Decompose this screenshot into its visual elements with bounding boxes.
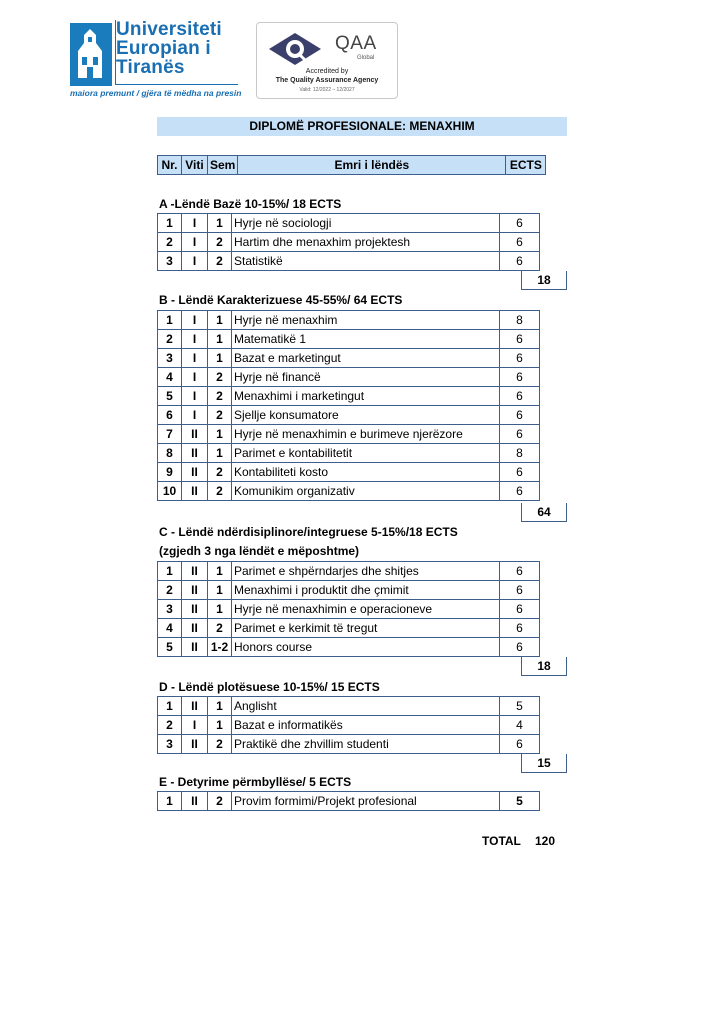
row-ects: 6: [500, 600, 540, 619]
section-d-heading: D - Lëndë plotësuese 10-15%/ 15 ECTS: [159, 680, 380, 694]
row-ects: 6: [500, 214, 540, 233]
row-viti: I: [182, 214, 208, 233]
qaa-agency: The Quality Assurance Agency: [275, 77, 379, 84]
row-sem: 1: [208, 330, 232, 349]
row-sem: 2: [208, 482, 232, 501]
row-sem: 2: [208, 233, 232, 252]
table-row: [158, 697, 540, 716]
section-c-note: (zgjedh 3 nga lëndët e mëposhtme): [159, 544, 360, 558]
qaa-name: QAA: [335, 33, 377, 54]
row-viti: II: [182, 735, 208, 754]
row-course: Sjellje konsumatore: [232, 406, 500, 425]
section-a-table: [157, 213, 540, 271]
row-nr: 8: [158, 444, 182, 463]
university-name-line2: Europian i: [116, 38, 211, 59]
row-nr: 2: [158, 233, 182, 252]
row-ects: 5: [500, 697, 540, 716]
table-row: [158, 716, 540, 735]
row-viti: II: [182, 425, 208, 444]
row-nr: 9: [158, 463, 182, 482]
col-name: Emri i lëndës: [238, 156, 506, 175]
row-ects: 6: [500, 368, 540, 387]
row-viti: II: [182, 482, 208, 501]
row-course: Hyrje në menaxhimin e operacioneve: [232, 600, 500, 619]
row-ects: 6: [500, 233, 540, 252]
table-row: [158, 444, 540, 463]
row-nr: 1: [158, 697, 182, 716]
row-course: Matematikë 1: [232, 330, 500, 349]
row-ects: 6: [500, 406, 540, 425]
row-ects: 4: [500, 716, 540, 735]
university-name-line1: Universiteti: [116, 19, 222, 40]
row-ects: 8: [500, 311, 540, 330]
row-viti: I: [182, 311, 208, 330]
table-row: [158, 735, 540, 754]
row-viti: II: [182, 600, 208, 619]
row-course: Parimet e kerkimit të tregut: [232, 619, 500, 638]
university-emblem: [70, 23, 112, 86]
row-ects: 6: [500, 482, 540, 501]
row-nr: 1: [158, 311, 182, 330]
row-sem: 1: [208, 697, 232, 716]
row-ects: 6: [500, 581, 540, 600]
qaa-logo-icon: [265, 29, 325, 69]
row-sem: 1: [208, 214, 232, 233]
row-viti: II: [182, 792, 208, 811]
row-course: Hyrje në financë: [232, 368, 500, 387]
row-nr: 7: [158, 425, 182, 444]
row-course: Statistikë: [232, 252, 500, 271]
row-sem: 1: [208, 600, 232, 619]
col-viti: Viti: [182, 156, 208, 175]
section-b-heading: B - Lëndë Karakterizuese 45-55%/ 64 ECTS: [159, 293, 403, 307]
row-viti: II: [182, 697, 208, 716]
row-nr: 2: [158, 716, 182, 735]
university-logo: [70, 20, 242, 100]
row-nr: 2: [158, 330, 182, 349]
col-sem: Sem: [208, 156, 238, 175]
column-header-row: [158, 156, 546, 175]
col-ects: ECTS: [506, 156, 546, 175]
row-course: Kontabiliteti kosto: [232, 463, 500, 482]
row-sem: 2: [208, 463, 232, 482]
row-ects: 6: [500, 562, 540, 581]
table-row: [158, 330, 540, 349]
table-row: [158, 406, 540, 425]
row-sem: 1: [208, 562, 232, 581]
row-viti: II: [182, 638, 208, 657]
table-row: [158, 638, 540, 657]
row-ects: 6: [500, 638, 540, 657]
table-row: [158, 349, 540, 368]
table-row: [158, 214, 540, 233]
table-row: [158, 562, 540, 581]
row-nr: 5: [158, 387, 182, 406]
row-course: Hyrje në menaxhim: [232, 311, 500, 330]
row-course: Menaxhimi i marketingut: [232, 387, 500, 406]
row-nr: 1: [158, 562, 182, 581]
row-ects: 5: [500, 792, 540, 811]
row-nr: 3: [158, 349, 182, 368]
section-e-heading: E - Detyrime përmbyllëse/ 5 ECTS: [159, 775, 352, 789]
row-ects: 6: [500, 735, 540, 754]
row-ects: 6: [500, 387, 540, 406]
row-course: Praktikë dhe zhvillim studenti: [232, 735, 500, 754]
table-row: [158, 368, 540, 387]
table-row: [158, 619, 540, 638]
section-e-table: [157, 791, 540, 811]
table-row: [158, 425, 540, 444]
row-course: Parimet e shpërndarjes dhe shitjes: [232, 562, 500, 581]
row-sem: 2: [208, 368, 232, 387]
university-name-line3: Tiranës: [116, 57, 185, 78]
qaa-valid: Valid: 12/2022 – 12/2027: [299, 87, 355, 93]
row-nr: 4: [158, 619, 182, 638]
section-c-subtotal: 18: [521, 657, 567, 676]
col-nr: Nr.: [158, 156, 182, 175]
row-course: Honors course: [232, 638, 500, 657]
row-nr: 6: [158, 406, 182, 425]
row-sem: 1-2: [208, 638, 232, 657]
row-viti: I: [182, 406, 208, 425]
table-row: [158, 387, 540, 406]
table-row: [158, 581, 540, 600]
row-viti: I: [182, 252, 208, 271]
row-course: Hyrje në menaxhimin e burimeve njerëzore: [232, 425, 500, 444]
row-sem: 1: [208, 444, 232, 463]
section-b-subtotal: 64: [521, 503, 567, 522]
row-sem: 2: [208, 735, 232, 754]
table-row: [158, 600, 540, 619]
row-viti: I: [182, 716, 208, 735]
row-viti: I: [182, 349, 208, 368]
university-name: [116, 20, 222, 77]
row-sem: 1: [208, 581, 232, 600]
row-ects: 6: [500, 619, 540, 638]
row-nr: 2: [158, 581, 182, 600]
row-ects: 8: [500, 444, 540, 463]
qaa-global: Global: [357, 55, 375, 61]
row-course: Bazat e marketingut: [232, 349, 500, 368]
row-ects: 6: [500, 425, 540, 444]
row-viti: II: [182, 463, 208, 482]
row-sem: 2: [208, 252, 232, 271]
row-course: Parimet e kontabilitetit: [232, 444, 500, 463]
section-b-table: [157, 310, 540, 501]
row-nr: 3: [158, 735, 182, 754]
row-nr: 1: [158, 214, 182, 233]
accredited-by: Accredited by: [305, 68, 349, 75]
total-label: TOTAL: [482, 834, 521, 848]
row-viti: II: [182, 619, 208, 638]
row-viti: I: [182, 330, 208, 349]
row-nr: 10: [158, 482, 182, 501]
table-row: [158, 463, 540, 482]
row-viti: II: [182, 562, 208, 581]
total-value: 120: [535, 834, 556, 848]
table-row: [158, 311, 540, 330]
table-row: [158, 252, 540, 271]
row-course: Menaxhimi i produktit dhe çmimit: [232, 581, 500, 600]
row-viti: I: [182, 387, 208, 406]
university-slogan: maiora premunt / gjëra të mëdha na presin: [70, 88, 242, 98]
row-nr: 5: [158, 638, 182, 657]
row-viti: II: [182, 581, 208, 600]
row-ects: 6: [500, 463, 540, 482]
qaa-accreditation-badge: [256, 22, 398, 99]
row-sem: 1: [208, 425, 232, 444]
row-sem: 2: [208, 792, 232, 811]
row-sem: 2: [208, 387, 232, 406]
section-c-table: [157, 561, 540, 657]
row-ects: 6: [500, 252, 540, 271]
table-row: [158, 233, 540, 252]
table-row: [158, 482, 540, 501]
row-course: Bazat e informatikës: [232, 716, 500, 735]
row-nr: 3: [158, 600, 182, 619]
row-ects: 6: [500, 330, 540, 349]
row-sem: 2: [208, 406, 232, 425]
column-header-table: [157, 155, 546, 175]
row-course: Komunikim organizativ: [232, 482, 500, 501]
section-d-subtotal: 15: [521, 754, 567, 773]
section-d-table: [157, 696, 540, 754]
section-c-heading: C - Lëndë ndërdisiplinore/integruese 5-15%/18 ECTS: [159, 525, 458, 539]
row-sem: 2: [208, 619, 232, 638]
row-nr: 1: [158, 792, 182, 811]
section-a-subtotal: 18: [521, 271, 567, 290]
row-viti: I: [182, 233, 208, 252]
row-sem: 1: [208, 349, 232, 368]
page-title: DIPLOMË PROFESIONALE: MENAXHIM: [157, 117, 567, 136]
row-nr: 3: [158, 252, 182, 271]
row-nr: 4: [158, 368, 182, 387]
row-course: Hyrje në sociologji: [232, 214, 500, 233]
section-a-heading: A -Lëndë Bazë 10-15%/ 18 ECTS: [159, 197, 342, 211]
row-course: Provim formimi/Projekt profesional: [232, 792, 500, 811]
row-sem: 1: [208, 311, 232, 330]
row-viti: I: [182, 368, 208, 387]
row-ects: 6: [500, 349, 540, 368]
table-row: [158, 792, 540, 811]
row-sem: 1: [208, 716, 232, 735]
row-viti: II: [182, 444, 208, 463]
row-course: Hartim dhe menaxhim projektesh: [232, 233, 500, 252]
row-course: Anglisht: [232, 697, 500, 716]
